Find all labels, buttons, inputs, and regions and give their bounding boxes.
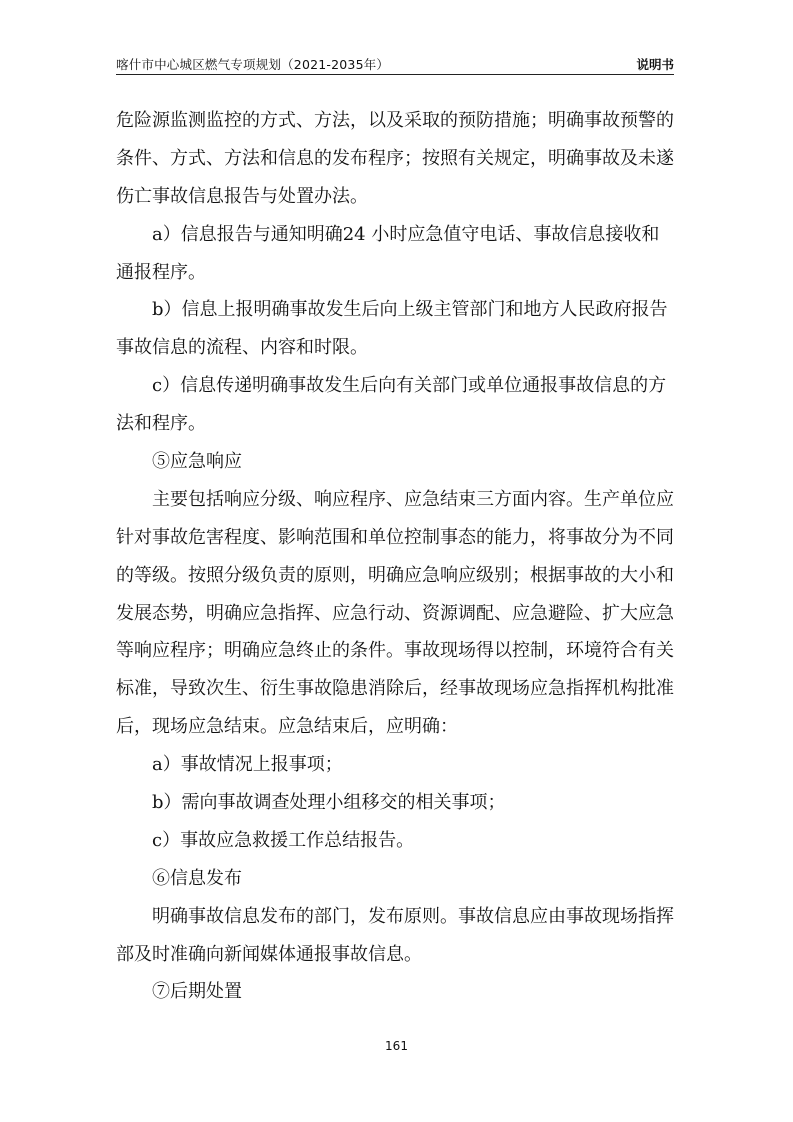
paragraph-line: a）信息报告与通知明确24 小时应急值守电话、事故信息接收和 <box>152 223 660 245</box>
paragraph-line: 的等级。按照分级负责的原则，明确应急响应级别；根据事故的大小和 <box>116 564 674 586</box>
paragraph-line: 针对事故危害程度、影响范围和单位控制事态的能力，将事故分为不同 <box>116 526 674 548</box>
paragraph-line: 发展态势，明确应急指挥、应急行动、资源调配、应急避险、扩大应急 <box>116 602 674 624</box>
paragraph-line: c）信息传递明确事故发生后向有关部门或单位通报事故信息的方 <box>152 375 667 397</box>
paragraph-line: 通报程序。 <box>116 261 206 283</box>
body-text <box>116 102 676 1011</box>
paragraph-line: 标准，导致次生、衍生事故隐患消除后，经事故现场应急指挥机构批准 <box>116 678 674 700</box>
paragraph-line: 主要包括响应分级、响应程序、应急结束三方面内容。生产单位应 <box>152 488 674 510</box>
paragraph-line: 危险源监测监控的方式、方法，以及采取的预防措施；明确事故预警的 <box>116 110 674 131</box>
paragraph-line: 明确事故信息发布的部门，发布原则。事故信息应由事故现场指挥 <box>152 905 674 927</box>
paragraph-line: 部及时准确向新闻媒体通报事故信息。 <box>116 943 422 965</box>
document-title: 喀什市中心城区燃气专项规划（2021-2035年） <box>116 57 390 72</box>
list-item: c）事故应急救援工作总结报告。 <box>152 829 415 851</box>
document-type-label: 说明书 <box>636 57 674 72</box>
paragraph-line: 事故信息的流程、内容和时限。 <box>116 337 368 359</box>
list-item: a）事故情况上报事项； <box>152 754 343 776</box>
paragraph-line: 后，现场应急结束。应急结束后，应明确： <box>116 716 458 738</box>
paragraph-line: b）信息上报明确事故发生后向上级主管部门和地方人民政府报告 <box>152 299 668 321</box>
paragraph-line: 伤亡事故信息报告与处置办法。 <box>116 185 368 207</box>
paragraph-line: 等响应程序；明确应急终止的条件。事故现场得以控制，环境符合有关 <box>116 640 674 662</box>
page-number: 161 <box>385 1039 408 1053</box>
section-heading: ⑥信息发布 <box>152 867 242 889</box>
section-heading: ⑦后期处置 <box>152 981 242 1003</box>
page-header <box>116 52 674 75</box>
paragraph-line: 条件、方式、方法和信息的发布程序；按照有关规定，明确事故及未遂 <box>116 147 674 169</box>
section-heading: ⑤应急响应 <box>152 451 242 473</box>
list-item: b）需向事故调查处理小组移交的相关事项； <box>152 792 506 814</box>
paragraph-line: 法和程序。 <box>116 413 206 435</box>
